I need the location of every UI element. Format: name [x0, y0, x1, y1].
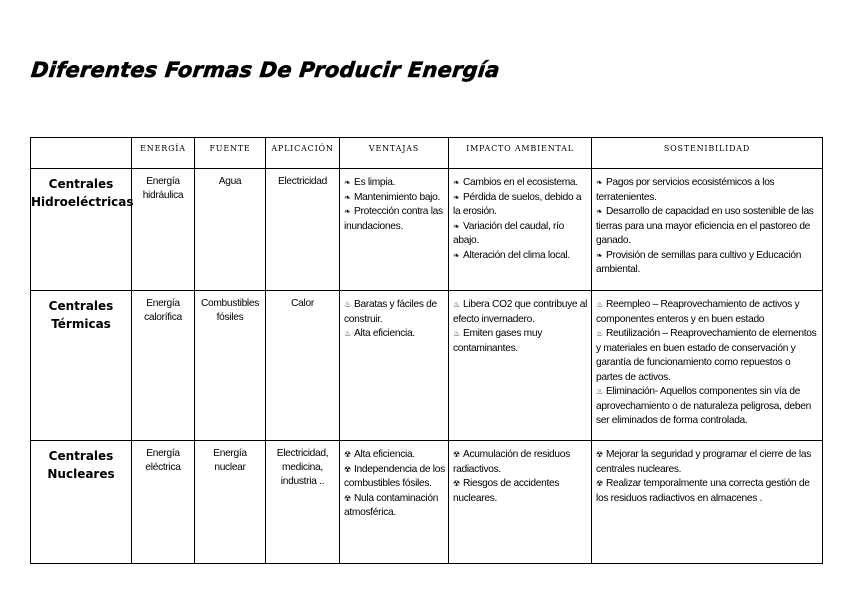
radiation-bullet-icon: ☢: [344, 450, 351, 459]
list-item-text: Eliminación- Aquellos componentes sin vía de aprovechamiento o de naturaleza peligrosa, deben ser eliminados de forma controlada.: [596, 386, 811, 426]
list-item-text: Emiten gases muy contaminantes.: [453, 328, 542, 354]
leaf-bullet-icon: ❧: [453, 221, 460, 231]
list-item: [453, 477, 588, 506]
energia-cell: Energía calorífica: [132, 291, 195, 441]
list-item-text: Pérdida de suelos, debido a la erosión.: [453, 191, 582, 217]
list-item: [453, 176, 588, 191]
list-item: [453, 191, 588, 220]
header-empty: [31, 138, 132, 169]
ventajas-cell: [340, 441, 449, 564]
table-row-termicas: [31, 291, 823, 441]
list-item-text: Baratas y fáciles de construir.: [344, 299, 437, 325]
ventajas-cell: [340, 169, 449, 291]
leaf-bullet-icon: ❧: [453, 178, 460, 187]
impacto-cell: [449, 169, 592, 291]
energy-comparison-table: [30, 137, 823, 564]
fuente-cell: Agua: [195, 169, 266, 291]
flame-bullet-icon: ♨: [596, 300, 603, 309]
list-item: [453, 298, 588, 327]
list-item: [453, 249, 588, 264]
flame-bullet-icon: ♨: [453, 300, 460, 309]
list-item: [596, 327, 819, 385]
radiation-bullet-icon: ☢: [596, 479, 603, 488]
leaf-bullet-icon: ❧: [596, 250, 603, 260]
row-header: Centrales Nucleares: [31, 441, 132, 564]
ventajas-cell: [340, 291, 449, 441]
aplicacion-cell: Calor: [266, 291, 340, 441]
header-fuente: FUENTE: [195, 138, 266, 169]
list-item: [596, 205, 819, 249]
aplicacion-cell: Electricidad: [266, 169, 340, 291]
list-item-text: Es limpia.: [354, 177, 396, 188]
header-row: [31, 138, 823, 169]
flame-bullet-icon: ♨: [344, 329, 351, 338]
list-item-text: Alta eficiencia.: [354, 449, 415, 460]
list-item-text: Acumulación de residuos radiactivos.: [453, 449, 570, 475]
flame-bullet-icon: ♨: [344, 300, 351, 309]
list-item: [344, 463, 445, 492]
list-item-text: Provisión de semillas para cultivo y Educación ambiental.: [596, 249, 802, 275]
list-item-text: Reutilización – Reaprovechamiento de elementos y materiales en buen estado de conservación y garantía de funcionamiento como repuestos o partes de activos.: [596, 328, 817, 383]
row-header: Centrales Hidroeléctricas: [31, 169, 132, 291]
list-item-text: Desarrollo de capacidad en uso sostenible de las tierras para una mayor eficiencia en el pastoreo de ganado.: [596, 206, 814, 246]
list-item: [344, 298, 445, 327]
header-impacto-ambiental: IMPACTO AMBIENTAL: [449, 138, 592, 169]
list-item: [596, 298, 819, 327]
header-sostenibilidad: SOSTENIBILIDAD: [592, 138, 823, 169]
flame-bullet-icon: ♨: [596, 329, 603, 338]
document-title: Diferentes Formas De Producir Energía: [30, 58, 502, 82]
list-item-text: Variación del caudal, río abajo.: [453, 220, 565, 246]
aplicacion-cell: Electricidad, medicina, industria ..: [266, 441, 340, 564]
list-item: [596, 448, 819, 477]
leaf-bullet-icon: ❧: [596, 207, 603, 216]
energia-cell: Energía hidráulica: [132, 169, 195, 291]
list-item: [596, 385, 819, 429]
list-item-text: Mejorar la seguridad y programar el cierre de las centrales nucleares.: [596, 449, 811, 475]
radiation-bullet-icon: ☢: [596, 450, 603, 459]
leaf-bullet-icon: ❧: [344, 207, 351, 216]
sostenibilidad-cell: [592, 441, 823, 564]
list-item-text: Riesgos de accidentes nucleares.: [453, 478, 560, 504]
header-aplicacion: APLICACIÓN: [266, 138, 340, 169]
flame-bullet-icon: ♨: [596, 387, 603, 396]
list-item: [596, 477, 819, 506]
impacto-cell: [449, 441, 592, 564]
list-item: [344, 448, 445, 463]
list-item: [344, 191, 445, 206]
leaf-bullet-icon: ❧: [596, 178, 603, 187]
list-item: [453, 220, 588, 249]
list-item-text: Independencia de los combustibles fósiles.: [344, 463, 445, 489]
list-item-text: Cambios en el ecosistema.: [463, 177, 578, 188]
list-item: [596, 176, 819, 205]
radiation-bullet-icon: ☢: [344, 464, 351, 474]
list-item-text: Realizar temporalmente una correcta gestión de los residuos radiactivos en almacenes .: [596, 478, 810, 504]
sostenibilidad-cell: [592, 291, 823, 441]
leaf-bullet-icon: ❧: [453, 192, 460, 202]
fuente-cell: Combustibles fósiles: [195, 291, 266, 441]
list-item: [344, 492, 445, 521]
list-item-text: Reempleo – Reaprovechamiento de activos y componentes enteros y en buen estado: [596, 299, 800, 325]
list-item-text: Nula contaminación atmosférica.: [344, 492, 439, 518]
radiation-bullet-icon: ☢: [453, 450, 460, 459]
header-ventajas: VENTAJAS: [340, 138, 449, 169]
list-item-text: Libera CO2 que contribuye al efecto invernadero.: [453, 299, 588, 325]
list-item-text: Pagos por servicios ecosistémicos a los terratenientes.: [596, 177, 775, 203]
header-energia: ENERGÍA: [132, 138, 195, 169]
flame-bullet-icon: ♨: [453, 329, 460, 338]
list-item-text: Protección contra las inundaciones.: [344, 206, 443, 232]
list-item: [344, 205, 445, 234]
list-item: [344, 327, 445, 342]
radiation-bullet-icon: ☢: [344, 493, 351, 503]
table-row-nucleares: [31, 441, 823, 564]
list-item-text: Alteración del clima local.: [463, 249, 570, 261]
list-item: [344, 176, 445, 191]
fuente-cell: Energía nuclear: [195, 441, 266, 564]
list-item-text: Alta eficiencia.: [354, 328, 415, 339]
impacto-cell: [449, 291, 592, 441]
leaf-bullet-icon: ❧: [453, 250, 460, 260]
list-item: [596, 249, 819, 278]
list-item: [453, 448, 588, 477]
list-item: [453, 327, 588, 356]
leaf-bullet-icon: ❧: [344, 178, 351, 187]
table-row-hidroelectricas: [31, 169, 823, 291]
radiation-bullet-icon: ☢: [453, 479, 460, 488]
list-item-text: Mantenimiento bajo.: [354, 191, 441, 203]
leaf-bullet-icon: ❧: [344, 192, 351, 202]
energia-cell: Energía eléctrica: [132, 441, 195, 564]
sostenibilidad-cell: [592, 169, 823, 291]
row-header: Centrales Térmicas: [31, 291, 132, 441]
